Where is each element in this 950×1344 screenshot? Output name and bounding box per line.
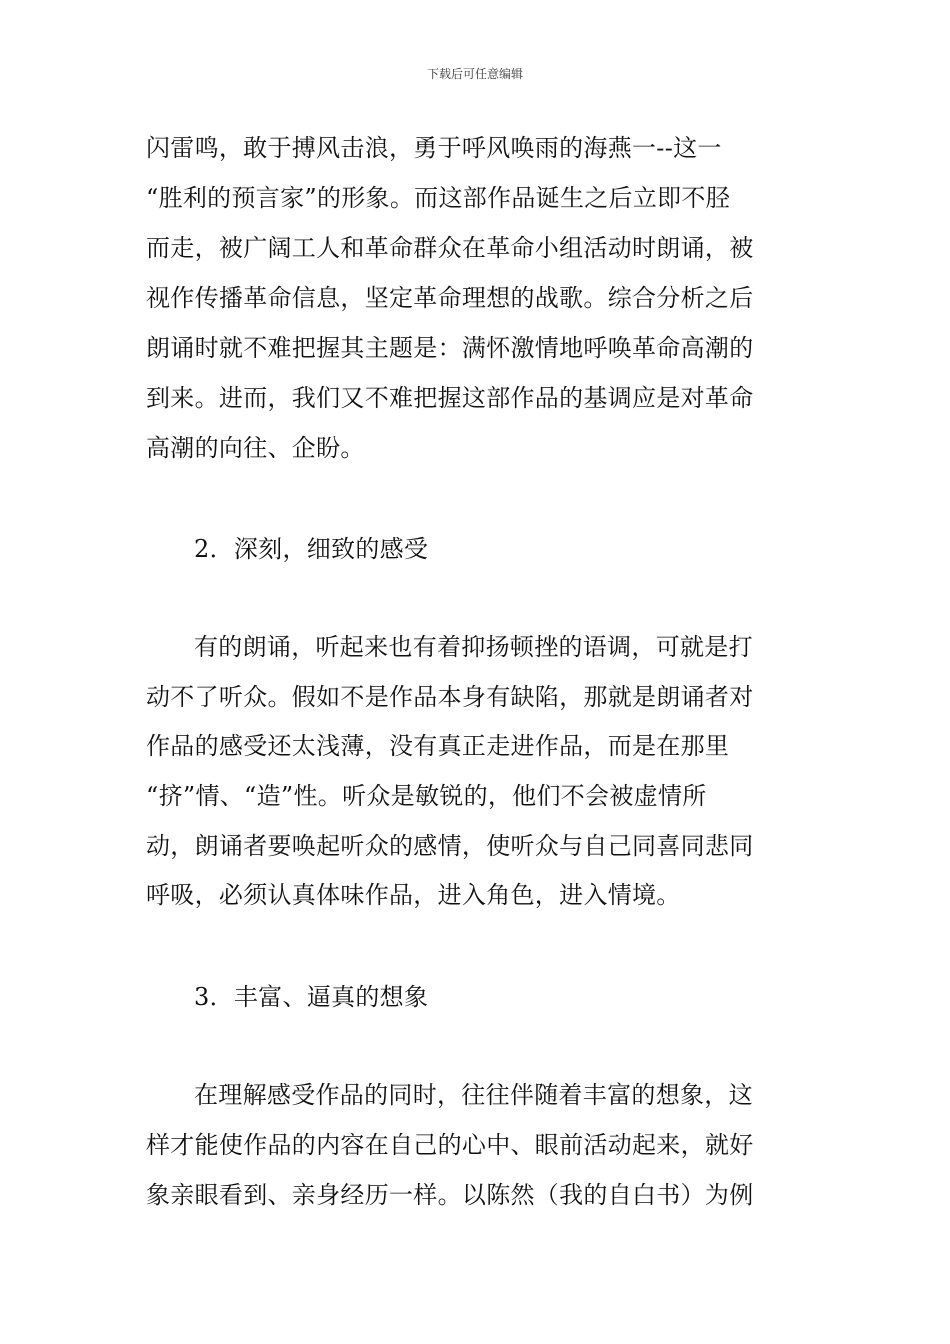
paragraph-line: 在理解感受作品的同时，往往伴随着丰富的想象，这	[194, 1081, 753, 1109]
paragraph-line: 闪雷鸣，敢于搏风击浪，勇于呼风唤雨的海燕一--这一	[146, 134, 722, 162]
paragraph-line: 象亲眼看到、亲身经历一样。以陈然（我的自白书）为例	[146, 1181, 754, 1209]
paragraph-line: “胜利的预言家”的形象。而这部作品诞生之后立即不胫	[146, 184, 731, 212]
paragraph-line: 而走，被广阔工人和革命群众在革命小组活动时朗诵，被	[146, 234, 754, 262]
paragraph-line: 动，朗诵者要唤起听众的感情，使听众与自己同喜同悲同	[146, 832, 754, 860]
paragraph-line: 视作传播革命信息，坚定革命理想的战歌。综合分析之后	[146, 284, 754, 312]
paragraph-line: 动不了听众。假如不是作品本身有缺陷，那就是朗诵者对	[146, 683, 754, 711]
section-heading: 3．丰富、逼真的想象	[194, 983, 429, 1011]
paragraph-line: 作品的感受还太浅薄，没有真正走进作品，而是在那里	[146, 732, 730, 760]
paragraph-line: 到来。进而，我们又不难把握这部作品的基调应是对革命	[146, 384, 754, 412]
paragraph-line: 有的朗诵，听起来也有着抑扬顿挫的语调，可就是打	[194, 633, 753, 661]
paragraph-line: 呼吸，必须认真体味作品，进入角色，进入情境。	[146, 881, 681, 909]
section-heading: 2．深刻，细致的感受	[194, 535, 429, 563]
page-header: 下载后可任意编辑	[426, 67, 523, 81]
paragraph-line: 朗诵时就不难把握其主题是：满怀激情地呼唤革命高潮的	[146, 334, 754, 362]
paragraph-line: 样才能使作品的内容在自己的心中、眼前活动起来，就好	[146, 1131, 754, 1159]
paragraph-line: “挤”情、“造”性。听众是敏锐的，他们不会被虚情所	[146, 782, 707, 810]
paragraph-line: 高潮的向往、企盼。	[146, 434, 365, 462]
